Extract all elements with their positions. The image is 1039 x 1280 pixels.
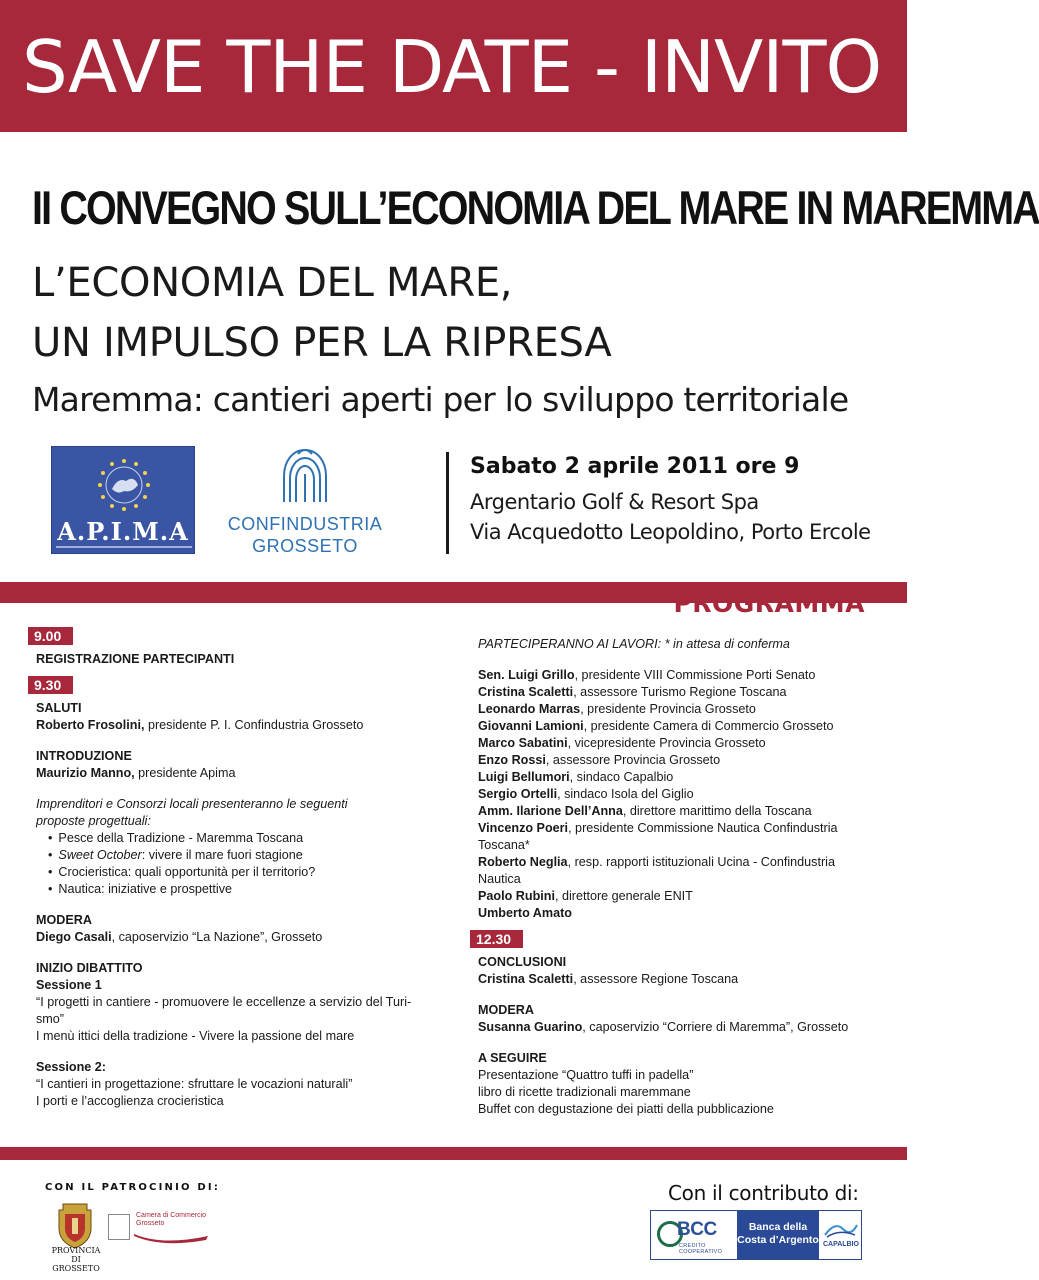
- participant-row: [478, 820, 878, 854]
- participant-name: Vincenzo Poeri: [478, 821, 569, 835]
- provincia-shield-icon: [55, 1200, 95, 1250]
- capalbio-wave-icon: [821, 1217, 861, 1241]
- participant-row: [478, 905, 878, 922]
- participant-row: [478, 803, 878, 820]
- speaker-name: Cristina Scaletti: [478, 972, 574, 986]
- participant-row: [478, 667, 878, 684]
- participant-name: Paolo Rubini: [478, 889, 555, 903]
- apima-logo: [51, 446, 195, 554]
- sessione-1-line: “I progetti in cantiere - promuovere le eccellenze a servizio del Turi-: [36, 995, 412, 1009]
- apima-logo-text: A.P.I.M.A: [57, 517, 189, 546]
- programma-label: PROGRAMMA: [673, 589, 865, 618]
- speaker-role: , caposervizio “Corriere di Maremma”, Grosseto: [582, 1020, 849, 1034]
- participant-name: Giovanni Lamioni: [478, 719, 584, 733]
- speaker-role: , assessore Regione Toscana: [573, 972, 739, 986]
- participant-name: Sen. Luigi Grillo: [478, 668, 575, 682]
- modera-speaker: [478, 1019, 878, 1036]
- camera-line: Camera di Commercio: [136, 1212, 207, 1219]
- seguire-line: Presentazione “Quattro tuffi in padella”: [478, 1068, 694, 1082]
- participant-row: [478, 684, 878, 701]
- top-banner: [0, 0, 907, 132]
- comune-emblem-icon: [108, 1214, 130, 1240]
- eu-stars-icon: [94, 455, 154, 515]
- provincia-line: PROVINCIA DI: [51, 1246, 101, 1264]
- sessione-1-heading: Sessione 1: [36, 978, 102, 992]
- registration-heading: REGISTRAZIONE PARTECIPANTI: [36, 652, 235, 666]
- proposte-intro: Imprenditori e Consorzi locali presenteranno le seguenti proposte progettuali:: [36, 797, 348, 828]
- time-tag-12-30: 12.30: [470, 930, 523, 948]
- introduzione-speaker: [36, 765, 456, 782]
- saluti-heading: SALUTI: [36, 701, 82, 715]
- vertical-divider: [446, 452, 449, 554]
- participant-row: [478, 718, 878, 735]
- confindustria-eagle-icon: [272, 444, 338, 510]
- participant-role: , vicepresidente Provincia Grosseto: [567, 736, 766, 750]
- modera-heading: MODERA: [478, 1003, 534, 1017]
- modera-speaker: [36, 929, 456, 946]
- banca-line: Banca della: [748, 1221, 808, 1233]
- participant-name: Enzo Rossi: [478, 753, 546, 767]
- topic-rest: : vivere il mare fuori stagione: [141, 848, 303, 862]
- participant-role: , direttore generale ENIT: [554, 889, 693, 903]
- participant-role: , sindaco Isola del Giglio: [557, 787, 694, 801]
- participant-name: Umberto Amato: [478, 906, 572, 920]
- provincia-line: GROSSETO: [52, 1264, 100, 1273]
- participant-role: , assessore Provincia Grosseto: [545, 753, 721, 767]
- speaker-role: presidente Apima: [134, 766, 236, 780]
- seguire-line: Buffet con degustazione dei piatti della pubblicazione: [478, 1102, 774, 1116]
- participant-row: [478, 786, 878, 803]
- participant-role: , presidente VIII Commissione Porti Senato: [574, 668, 816, 682]
- participant-row: [478, 854, 878, 888]
- introduzione-heading: INTRODUZIONE: [36, 749, 132, 763]
- program-left-column: [36, 627, 456, 1110]
- subtitle-line-2: UN IMPULSO PER LA RIPRESA: [32, 320, 612, 366]
- patrocinio-label: CON IL PATROCINIO DI:: [45, 1182, 221, 1193]
- speaker-role: presidente P. I. Confindustria Grosseto: [144, 718, 364, 732]
- speaker-role: , caposervizio “La Nazione”, Grosseto: [111, 930, 323, 944]
- camera-commercio-logo: [136, 1212, 206, 1228]
- sessione-2-line: “I cantieri in progettazione: sfruttare le vocazioni naturali”: [36, 1077, 353, 1091]
- speaker-name: Roberto Frosolini,: [36, 718, 145, 732]
- capalbio-logo: [821, 1217, 861, 1255]
- participant-role: , presidente Commissione Nautica Confindustria Toscana*: [478, 821, 838, 852]
- list-item: • Nautica: iniziative e prospettive: [48, 881, 456, 898]
- participant-role: , presidente Provincia Grosseto: [580, 702, 756, 716]
- participant-row: [478, 769, 878, 786]
- contributo-label: Con il contributo di:: [668, 1181, 859, 1205]
- conclusioni-speaker: [478, 971, 878, 988]
- participant-name: Cristina Scaletti: [478, 685, 574, 699]
- bcc-logo: [657, 1217, 737, 1255]
- list-item: • Pesce della Tradizione - Maremma Toscana: [48, 830, 456, 847]
- dibattito-heading: INIZIO DIBATTITO: [36, 961, 143, 975]
- event-venue: Argentario Golf & Resort Spa: [470, 490, 759, 514]
- participant-name: Luigi Bellumori: [478, 770, 570, 784]
- participant-row: [478, 888, 878, 905]
- seguire-line: libro di ricette tradizionali maremmane: [478, 1085, 691, 1099]
- seguire-heading: A SEGUIRE: [478, 1051, 547, 1065]
- speaker-name: Susanna Guarino: [478, 1020, 583, 1034]
- provincia-text: [46, 1246, 106, 1273]
- topics-list: [36, 830, 456, 898]
- confindustria-logo: [220, 444, 390, 556]
- bcc-text: BCC: [677, 1219, 717, 1240]
- participant-row: [478, 752, 878, 769]
- subtitle-line-3: Maremma: cantieri aperti per lo sviluppo territoriale: [32, 380, 849, 419]
- banca-costa-argento-logo: [737, 1211, 819, 1259]
- program-right-column: [478, 636, 878, 1118]
- event-date: Sabato 2 aprile 2011 ore 9: [470, 454, 800, 479]
- participant-name: Marco Sabatini: [478, 736, 568, 750]
- partecipano-heading: PARTECIPERANNO AI LAVORI: * in attesa di conferma: [478, 637, 790, 651]
- participant-row: [478, 701, 878, 718]
- saluti-speaker: [36, 717, 456, 734]
- participant-name: Roberto Neglia: [478, 855, 568, 869]
- participants-list: [478, 667, 878, 922]
- participant-name: Amm. Ilarione Dell’Anna: [478, 804, 623, 818]
- speaker-name: Maurizio Manno,: [36, 766, 135, 780]
- time-tag-9-30: 9.30: [28, 676, 73, 694]
- subtitle-line-1: L’ECONOMIA DEL MARE,: [32, 260, 513, 306]
- sessione-1-line: I menù ittici della tradizione - Vivere la passione del mare: [36, 1029, 355, 1043]
- participant-name: Leonardo Marras: [478, 702, 581, 716]
- banca-line: Costa d’Argento: [737, 1234, 819, 1246]
- time-tag-9-00: 9.00: [28, 627, 73, 645]
- confindustria-name: CONFINDUSTRIA: [227, 514, 383, 534]
- participant-role: , assessore Turismo Regione Toscana: [573, 685, 787, 699]
- speaker-name: Diego Casali: [36, 930, 112, 944]
- conference-title: II CONVEGNO SULL’ECONOMIA DEL MARE IN MAREMMA: [32, 181, 1039, 234]
- participant-role: , sindaco Capalbio: [569, 770, 674, 784]
- list-item: • Crocieristica: quali opportunità per il territorio?: [48, 864, 456, 881]
- topic-italic: Sweet October: [58, 848, 142, 862]
- event-address: Via Acquedotto Leopoldino, Porto Ercole: [470, 520, 871, 544]
- apima-logo-underline: [56, 546, 192, 548]
- sponsor-logo-block: [650, 1210, 862, 1260]
- camera-line: Grosseto: [136, 1220, 165, 1227]
- conclusioni-heading: CONCLUSIONI: [478, 955, 567, 969]
- list-item: [48, 847, 456, 864]
- bcc-subtext: CREDITO COOPERATIVO: [679, 1243, 723, 1255]
- modera-heading: MODERA: [36, 913, 92, 927]
- capalbio-text: CAPALBIO: [822, 1241, 860, 1248]
- save-the-date-heading: SAVE THE DATE - INVITO: [22, 25, 882, 109]
- sessione-2-heading: Sessione 2:: [36, 1060, 106, 1074]
- sessione-1-line: smo”: [36, 1012, 64, 1026]
- participant-role: , presidente Camera di Commercio Grosseto: [583, 719, 834, 733]
- participant-role: , resp. rapporti istituzionali Ucina - Confindustria Nautica: [478, 855, 835, 886]
- camera-swoosh-icon: [132, 1230, 212, 1246]
- participant-role: , direttore marittimo della Toscana: [622, 804, 812, 818]
- bottom-band: [0, 1147, 907, 1160]
- participant-name: Sergio Ortelli: [478, 787, 558, 801]
- sessione-2-line: I porti e l’accoglienza crocieristica: [36, 1094, 224, 1108]
- confindustria-city: GROSSETO: [252, 536, 358, 556]
- participant-row: [478, 735, 878, 752]
